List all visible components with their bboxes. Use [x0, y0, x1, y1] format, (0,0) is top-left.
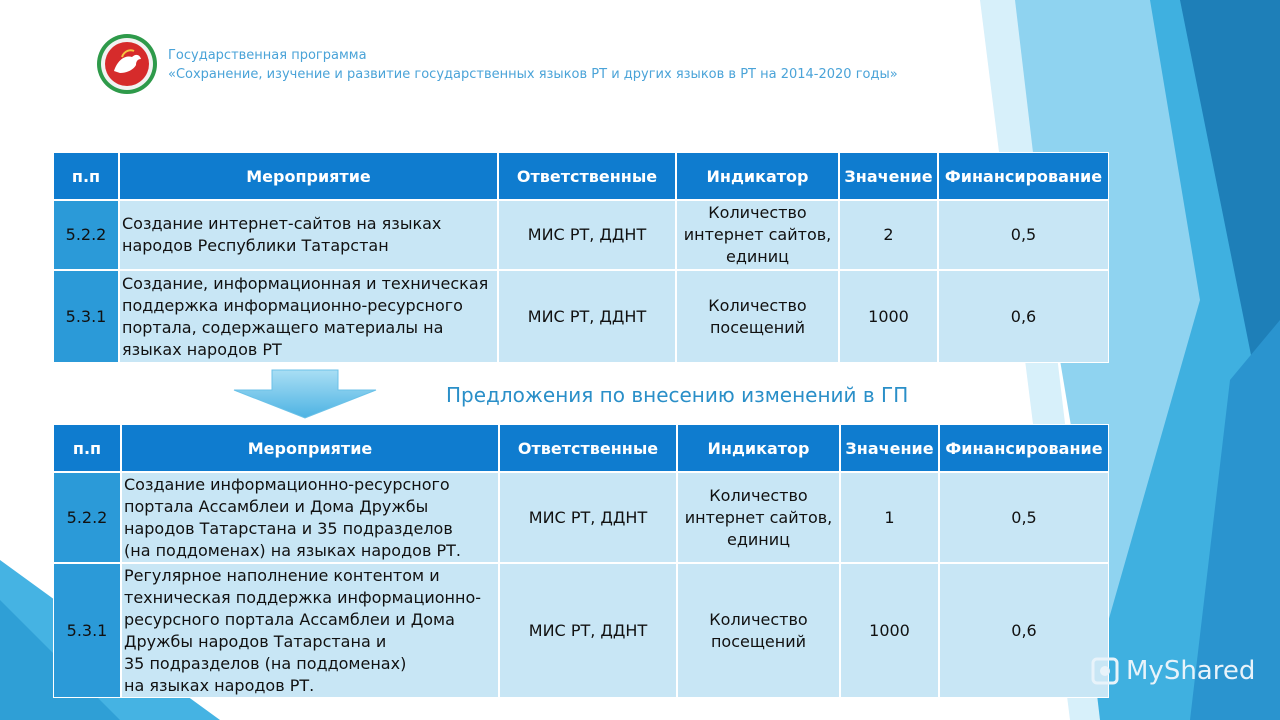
col-header-number: п.п — [53, 152, 119, 200]
row-indicator: Количество посещений — [677, 563, 840, 698]
col-header-value: Значение — [840, 424, 939, 472]
row-value: 1000 — [839, 270, 938, 363]
col-header-event: Мероприятие — [119, 152, 498, 200]
col-header-financing: Финансирование — [938, 152, 1109, 200]
table-row — [53, 563, 1109, 698]
proposal-title: Предложения по внесению изменений в ГП — [446, 383, 909, 407]
col-header-responsible: Ответственные — [499, 424, 677, 472]
down-arrow-icon — [232, 368, 378, 420]
col-header-value: Значение — [839, 152, 938, 200]
row-value: 2 — [839, 200, 938, 270]
program-title-line1: Государственная программа — [168, 48, 367, 63]
table-header-row — [53, 152, 1109, 200]
row-financing: 0,6 — [938, 270, 1109, 363]
row-indicator: Количество посещений — [676, 270, 839, 363]
row-indicator: Количество интернет сайтов, единиц — [677, 472, 840, 563]
row-number: 5.2.2 — [53, 472, 121, 563]
col-header-indicator: Индикатор — [676, 152, 839, 200]
row-responsible: МИС РТ, ДДНТ — [499, 563, 677, 698]
row-event: Создание интернет-сайтов на языках народов Республики Татарстан — [119, 200, 498, 270]
myshared-watermark — [1088, 654, 1255, 688]
row-financing: 0,6 — [939, 563, 1109, 698]
col-header-indicator: Индикатор — [677, 424, 840, 472]
col-header-number: п.п — [53, 424, 121, 472]
row-value: 1 — [840, 472, 939, 563]
row-responsible: МИС РТ, ДДНТ — [498, 270, 676, 363]
row-financing: 0,5 — [938, 200, 1109, 270]
table-row — [53, 270, 1109, 363]
row-number: 5.3.1 — [53, 563, 121, 698]
row-financing: 0,5 — [939, 472, 1109, 563]
program-header — [168, 46, 898, 84]
tatarstan-emblem-logo — [96, 33, 158, 95]
table-row — [53, 472, 1109, 563]
row-value: 1000 — [840, 563, 939, 698]
col-header-event: Мероприятие — [121, 424, 499, 472]
row-indicator: Количество интернет сайтов, единиц — [676, 200, 839, 270]
col-header-financing: Финансирование — [939, 424, 1109, 472]
row-event: Создание, информационная и техническая поддержка информационно-ресурсного портала, содержащего материалы на языках народов РТ — [119, 270, 498, 363]
watermark-logo-icon — [1088, 654, 1122, 688]
row-number: 5.3.1 — [53, 270, 119, 363]
col-header-responsible: Ответственные — [498, 152, 676, 200]
row-responsible: МИС РТ, ДДНТ — [499, 472, 677, 563]
row-number: 5.2.2 — [53, 200, 119, 270]
table-row — [53, 200, 1109, 270]
table-header-row — [53, 424, 1109, 472]
row-event: Регулярное наполнение контентом и техническая поддержка информационно- ресурсного портала Ассамблеи и Дома Дружбы народов Татарстана и 35 подразделов (на поддоменах) на языках народов РТ. — [121, 563, 499, 698]
program-title-line2: «Сохранение, изучение и развитие государственных языков РТ и других языков в РТ на 2014-2020 годы» — [168, 67, 898, 82]
row-responsible: МИС РТ, ДДНТ — [498, 200, 676, 270]
watermark-text: MyShared — [1126, 656, 1256, 686]
row-event: Создание информационно-ресурсного портала Ассамблеи и Дома Дружбы народов Татарстана и 35 подразделов (на поддоменах) на языках народов РТ. — [121, 472, 499, 563]
current-measures-table — [53, 152, 1109, 363]
proposed-measures-table — [53, 424, 1109, 698]
